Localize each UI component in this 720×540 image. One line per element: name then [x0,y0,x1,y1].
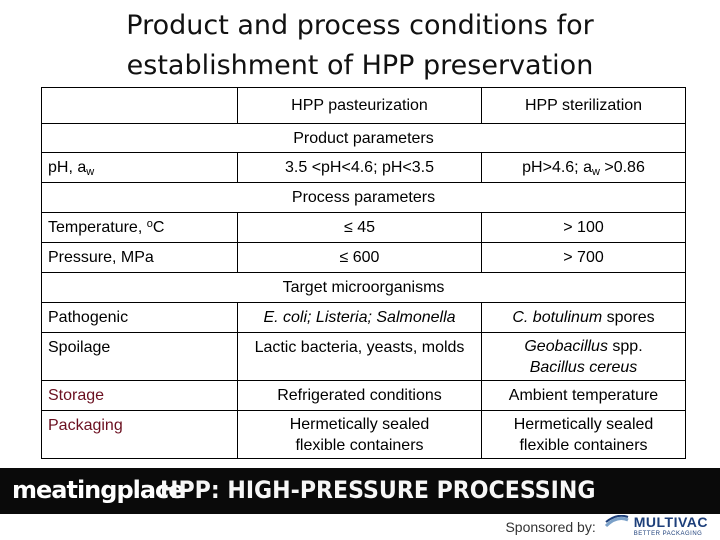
table-row-pressure [42,243,686,273]
multivac-tagline: BETTER PACKAGING [633,531,703,537]
header-sterilization: HPP sterilization [482,88,686,124]
table-row-packaging [42,411,686,459]
table-row-temperature [42,213,686,243]
spoilage-sterilization: Geobacillus spp. Bacillus cereus [482,333,686,381]
row-label-spoilage: Spoilage [42,333,238,381]
section-process-parameters: Process parameters [42,183,686,213]
section-row-product [42,124,686,153]
table-row-pathogenic [42,303,686,333]
hpp-conditions-table [41,87,686,459]
storage-sterilization: Ambient temperature [482,381,686,411]
title-line-2: establishment of HPP preservation [126,50,594,81]
meatingplace-logo: meatingplace [12,476,184,504]
row-label-temperature: Temperature, $^o$C [42,213,238,243]
multivac-logo-icon [604,515,630,529]
sponsor-block [505,514,708,540]
ph-sterilization: pH>4.6; $a_w >0.86$ [482,153,686,183]
banner-headline: HPP: HIGH-PRESSURE PROCESSING [160,476,596,504]
hpp-banner [0,468,720,514]
multivac-logo [604,515,708,539]
table-row-spoilage [42,333,686,381]
pathogenic-sterilization: C. botulinum spores [482,303,686,333]
header-empty-cell [42,88,238,124]
page-title [0,6,720,86]
section-row-process [42,183,686,213]
multivac-name: MULTIVAC [633,514,708,530]
aw-subscript: w [86,166,95,178]
temperature-pasteurization: ≤ 45 [238,213,482,243]
pressure-pasteurization: ≤ 600 [238,243,482,273]
temperature-sterilization: > 100 [482,213,686,243]
storage-pasteurization: Refrigerated conditions [238,381,482,411]
row-label-pathogenic: Pathogenic [42,303,238,333]
title-line-1: Product and process conditions for [126,10,594,41]
sponsor-label: Sponsored by: [505,519,596,535]
section-row-target [42,273,686,303]
table-row-ph [42,153,686,183]
pathogenic-pasteurization: E. coli; Listeria; Salmonella [238,303,482,333]
packaging-pasteurization: Hermetically sealed flexible containers [238,411,482,459]
spoilage-pasteurization: Lactic bacteria, yeasts, molds [238,333,482,381]
row-label-pressure: Pressure, MPa [42,243,238,273]
row-label-packaging: Packaging [42,411,238,459]
table-row-storage [42,381,686,411]
packaging-sterilization: Hermetically sealed flexible containers [482,411,686,459]
header-row [42,88,686,124]
row-label-ph: pH, $a_w$ [42,153,238,183]
pressure-sterilization: > 700 [482,243,686,273]
section-target-microorganisms: Target microorganisms [42,273,686,303]
header-pasteurization: HPP pasteurization [238,88,482,124]
ph-pasteurization: 3.5 <pH<4.6; pH<3.5 [238,153,482,183]
row-label-storage: Storage [42,381,238,411]
section-product-parameters: Product parameters [42,124,686,153]
